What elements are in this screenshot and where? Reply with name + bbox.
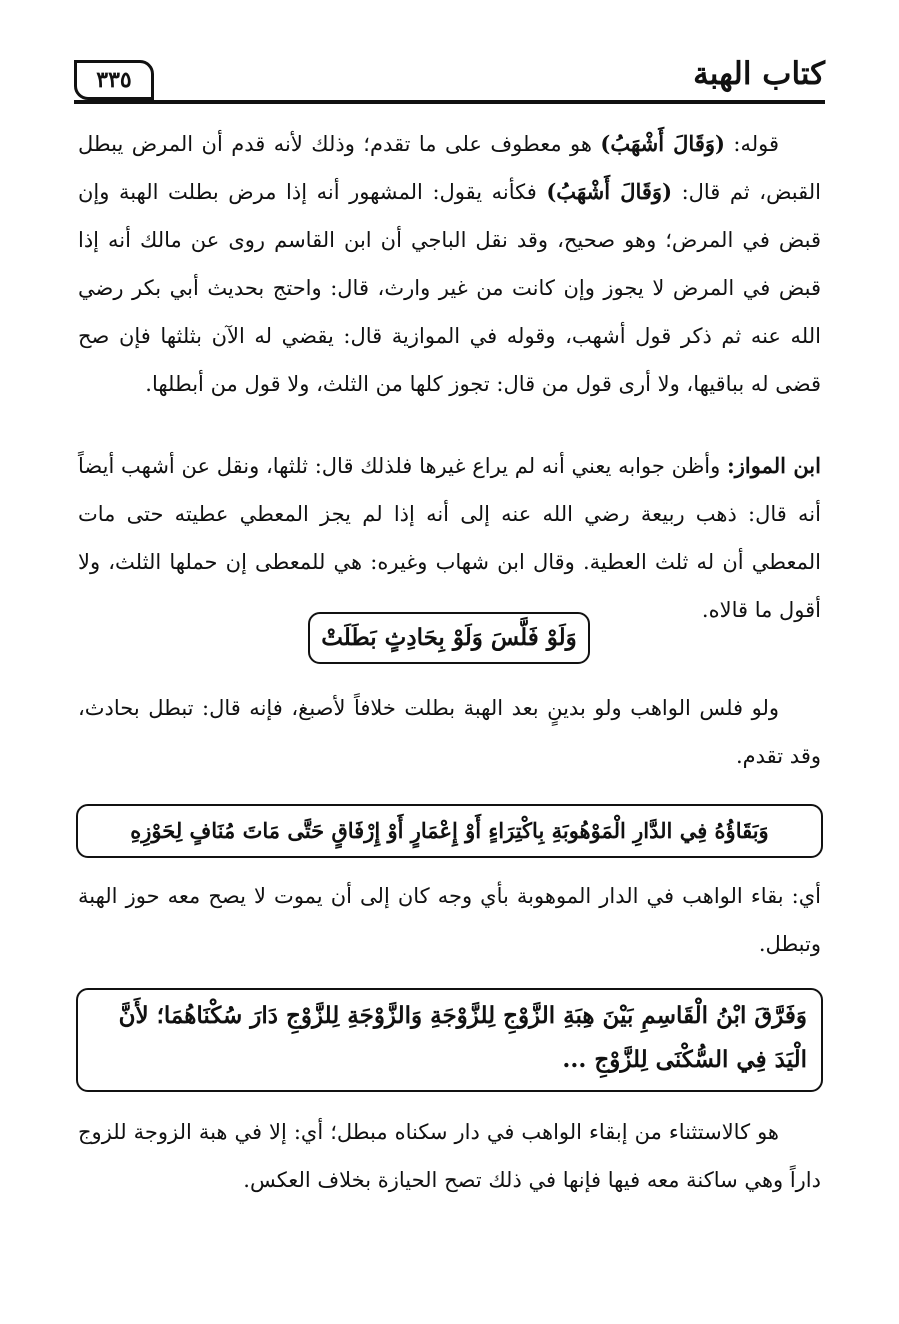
matn-box-3 — [76, 988, 823, 1092]
matn-text-2: وَبَقَاؤُهُ فِي الدَّارِ الْمَوْهُوبَةِ بِاكْتِرَاءٍ أَوْ إِعْمَارٍ أَوْ إِرْفَاقٍ حَتَّى مَاتَ مُنَافٍ لِحَوْزِهِ — [130, 818, 769, 843]
paragraph-1-lead: قوله: — [724, 132, 779, 156]
quote-ashhab-1: (وَقَالَ أَشْهَبُ) — [600, 131, 725, 156]
quote-ashhab-2: (وَقَالَ أَشْهَبُ) — [546, 179, 673, 204]
paragraph-1-mid: هو معطوف على ما تقدم؛ وذلك لأنه قدم أن المرض يبطل القبض، ثم قال: — [78, 132, 821, 204]
page-number: ٣٣٥ — [74, 60, 154, 100]
paragraph-1 — [78, 120, 821, 408]
matn-text-1: وَلَوْ فَلَّسَ وَلَوْ بِحَادِثٍ بَطَلَتْ — [321, 624, 577, 651]
page-header — [74, 52, 825, 104]
matn-text-3-line-2: الْيَدَ فِي السُّكْنَى لِلزَّوْجِ ... — [562, 1046, 807, 1073]
paragraph-3: ولو فلس الواهب ولو بدينٍ بعد الهبة بطلت خلافاً لأصبغ، فإنه قال: تبطل بحادث، وقد تقدم. — [78, 696, 821, 768]
book-title: كتاب الهبة — [693, 56, 825, 92]
matn-box-1 — [308, 612, 590, 664]
paragraph-5: هو كالاستثناء من إبقاء الواهب في دار سكناه مبطل؛ أي: إلا في هبة الزوجة للزوج داراً وهي ساكنة معه فيها فإنها في ذلك تصح الحيازة بخلاف العكس. — [78, 1120, 821, 1192]
matn-box-2 — [76, 804, 823, 858]
paragraph-2 — [78, 442, 821, 634]
paragraph-2-rest: وأظن جوابه يعني أنه لم يراع غيرها فلذلك قال: ثلثها، ونقل عن أشهب أيضاً أنه قال: ذهب ربيعة رضي الله عنه إلى أنه إذا لم يجز المعطي عطيته حتى مات المعطي أن له ثلث العطية. وقال ابن شهاب وغيره: هي للمعطى إن حملها الثلث، ولا أقول ما قالاه. — [78, 454, 821, 622]
paragraph-1-rest: فكأنه يقول: المشهور أنه إذا مرض بطلت الهبة وإن قبض في المرض؛ وهو صحيح، وقد نقل الباجي أن ابن القاسم روى عن مالك أنه إذا قبض في المرض لا يجوز وإن كانت من غير وارث، قال: واحتج بحديث أبي بكر رضي الله عنه ثم ذكر قول أشهب، وقوله في الموازية قال: يقضي له الآن بثلثها فإن صح قضى له بباقيها، ولا أرى قول من قال: تجوز كلها من الثلث، ولا قول من أبطلها. — [78, 180, 821, 396]
matn-text-3-line-1: وَفَرَّقَ ابْنُ الْقَاسِمِ بَيْنَ هِبَةِ الزَّوْجِ لِلزَّوْجَةِ وَالزَّوْجَةِ لِلزَّوْجِ دَارَ سُكْنَاهُمَا؛ لأَنَّ — [118, 1002, 807, 1029]
header-rule — [74, 100, 825, 104]
paragraph-4: أي: بقاء الواهب في الدار الموهوبة بأي وجه كان إلى أن يموت لا يصح معه حوز الهبة وتبطل. — [78, 884, 821, 956]
paragraph-2-lead: ابن المواز: — [727, 453, 821, 478]
